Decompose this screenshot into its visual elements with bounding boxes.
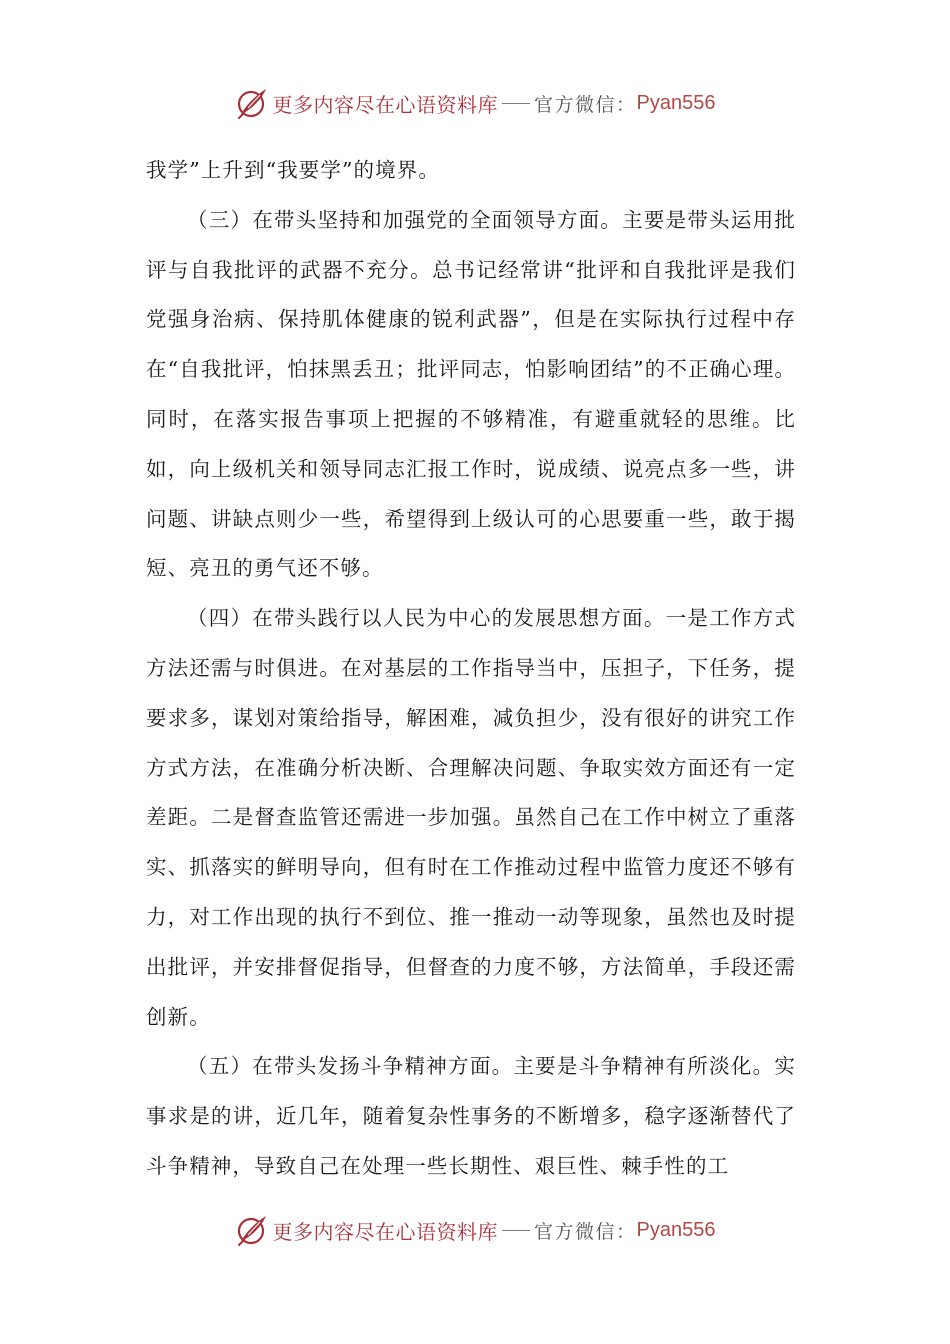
paragraph-section-three: （三）在带头坚持和加强党的全面领导方面。主要是带头运用批评与自我批评的武器不充分。总书记经常讲“批评和自我批评是我们党强身治病、保持肌体健康的锐利武器”，但是在实际执行过程中存在“自我批评，怕抹黑丢丑；批评同志，怕影响团结”的不正确心理。同时，在落实报告事项上把握的不够精准，有避重就轻的思维。比如，向上级机关和领导同志汇报工作时，说成绩、说亮点多一些，讲问题、讲缺点则少一些，希望得到上级认可的心思要重一些，敢于揭短、亮丑的勇气还不够。 <box>146 207 796 581</box>
banner-dash-divider <box>502 1230 530 1231</box>
banner-title: 更多内容尽在心语资料库 <box>272 92 498 117</box>
banner-title: 更多内容尽在心语资料库 <box>272 1219 498 1244</box>
paragraph-continuation: 我学”上升到“我要学”的境界。 <box>146 158 440 182</box>
document-body <box>146 146 796 1192</box>
header-banner <box>0 83 950 123</box>
quill-pen-icon <box>235 1213 269 1247</box>
footer-banner <box>0 1210 950 1250</box>
quill-pen-icon <box>235 86 269 120</box>
paragraph-section-four: （四）在带头践行以人民为中心的发展思想方面。一是工作方式方法还需与时俱进。在对基层的工作指导当中，压担子，下任务，提要求多，谋划对策给指导，解困难，减负担少，没有很好的讲究工作方式方法，在准确分析决断、合理解决问题、争取实效方面还有一定差距。二是督查监管还需进一步加强。虽然自己在工作中树立了重落实、抓落实的鲜明导向，但有时在工作推动过程中监管力度还不够有力，对工作出现的执行不到位、推一推动一动等现象，虽然也及时提出批评，并安排督促指导，但督查的力度不够，方法简单，手段还需创新。 <box>146 606 796 1029</box>
banner-wechat-handle: Pyan556 <box>636 91 716 114</box>
banner-subtitle: 官方微信： <box>534 93 637 116</box>
banner-dash-divider <box>502 103 530 104</box>
paragraph-section-five: （五）在带头发扬斗争精神方面。主要是斗争精神有所淡化。实事求是的讲，近几年，随着复杂性事务的不断增多，稳字逐渐替代了斗争精神，导致自己在处理一些长期性、艰巨性、棘手性的工 <box>146 1054 796 1178</box>
banner-wechat-handle: Pyan556 <box>636 1218 716 1241</box>
banner-subtitle: 官方微信： <box>534 1220 637 1243</box>
